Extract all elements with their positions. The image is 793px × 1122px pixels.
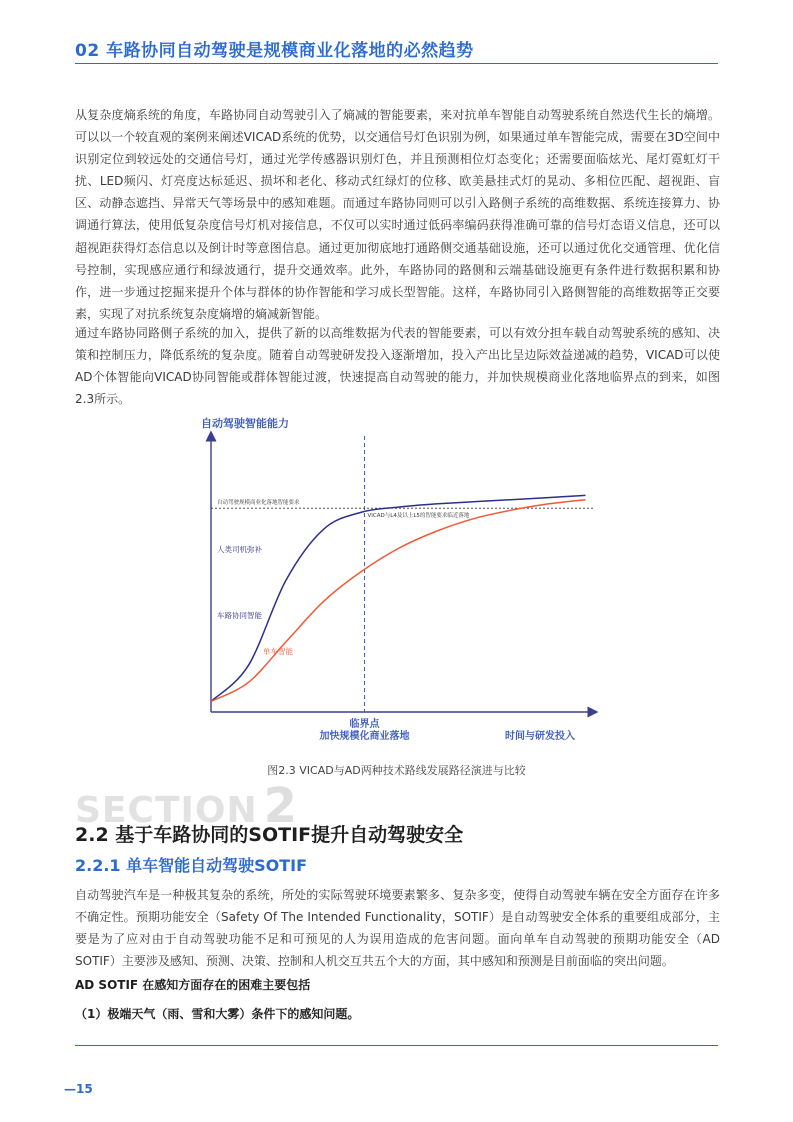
critical-point-label: 临界点 — [349, 719, 380, 730]
critical-point-sublabel: 加快规模化商业落地 — [319, 731, 410, 742]
body-paragraph-1: 从复杂度熵系统的角度，车路协同自动驾驶引入了熵减的智能要素，来对抗单车智能自动驾驶系统自然迭代生长的熵增。可以以一个较直观的案例来阐述VICAD系统的优势，以交通信号灯色识别为例，如果通过单车智能完成，需要在3D空间中识别定位到较远处的交通信号灯，通过光学传感器识别灯色，并且预测相位灯态变化；还需要面临炫光、尾灯霓虹灯干扰、LED频闪、灯亮度达标延迟、损坏和老化、移动式红绿灯的位移、欧美悬挂式灯的晃动、多相位匹配、超视距、盲区、动静态遮挡、异常天气等场景中的感知难题。而通过车路协同则可以引入路侧子系统的高维数据、系统连接算力、协调通行算法，使用低复杂度信号灯机对接信息，不仅可以实时通过低码率编码获得准确可靠的信号灯态语义信息，还可以超视距获得灯态信息以及倒计时等意图信息。通过更加彻底地打通路侧交通基础设施，还可以通过优化交通管理、优化信号控制，实现感应通行和绿波通行，提升交通效率。此外，车路协同的路侧和云端基础设施更有条件进行数据积累和协作，进一步通过挖掘来提升个体与群体的协作智能和学习成长型智能。这样，车路协同引入路侧智能的高维数据等正交要素，实现了对抗系统复杂度熵增的熵减新智能。 — [75, 108, 720, 321]
bold-statement-1: AD SOTIF 在感知方面存在的困难主要包括 — [75, 978, 311, 992]
annotation-vicad: 车路协同智能 — [217, 611, 262, 620]
section-heading: 2.2 基于车路协同的SOTIF提升自动驾驶安全 — [75, 824, 464, 846]
y-axis-title: 自动驾驶智能能力 — [201, 417, 289, 430]
annotation-human-driver: 人类司机弥补 — [217, 545, 262, 554]
body-paragraph-3: 自动驾驶汽车是一种极其复杂的系统，所处的实际驾驶环境要素繁多、复杂多变，使得自动驾驶车辆在安全方面存在许多不确定性。预期功能安全（Safety Of The Intended Functionality，SOTIF）是自动驾驶安全体系的重要组成部分，主要是为了应对由于自动驾驶功能不足和可预见的人为误用造成的危害问题。面向单车自动驾驶的预期功能安全（AD SOTIF）主要涉及感知、预测、决策、控制和人机交互共五个大的方面，其中感知和预测是目前面临的突出问题。 — [75, 888, 720, 969]
chart-svg — [183, 412, 613, 752]
body-paragraph-2: 通过车路协同路侧子系统的加入，提供了新的以高维数据为代表的智能要素，可以有效分担车载自动驾驶系统的感知、决策和控制压力，降低系统的复杂度。随着自动驾驶研发投入逐渐增加，投入产出比呈边际效益递减的趋势，VICAD可以使AD个体智能向VICAD协同智能或群体智能过渡，快速提高自动驾驶的能力，并加快规模商业化落地临界点的到来，如图2.3所示。 — [75, 326, 720, 407]
section-watermark-number: 2 — [263, 778, 299, 834]
footer-divider — [75, 1045, 718, 1046]
bold-statement-2: （1）极端天气（雨、雪和大雾）条件下的感知问题。 — [75, 1007, 360, 1021]
x-axis-title: 时间与研发投入 — [505, 731, 575, 742]
crossing-annotation: VICAD与L4及以上L5的智能要求临近落地 — [367, 513, 470, 520]
page-number: —15 — [64, 1082, 93, 1096]
section-watermark-word: SECTION — [75, 790, 258, 831]
subsection-heading: 2.2.1 单车智能自动驾驶SOTIF — [75, 856, 308, 875]
figure-2-3-chart — [183, 412, 613, 752]
page-header — [75, 36, 718, 66]
figure-caption: 图2.3 VICAD与AD两种技术路线发展路径演进与比较 — [267, 764, 526, 777]
header-divider — [75, 63, 718, 64]
annotation-single-vehicle: 单车智能 — [263, 647, 293, 656]
header-title: 02 车路协同自动驾驶是规模商业化落地的必然趋势 — [75, 41, 474, 61]
series-line-single-vehicle — [211, 500, 586, 702]
threshold-label: 自动驾驶规模商业化落地智能要求 — [217, 500, 300, 507]
series-line-vicad — [211, 495, 586, 701]
